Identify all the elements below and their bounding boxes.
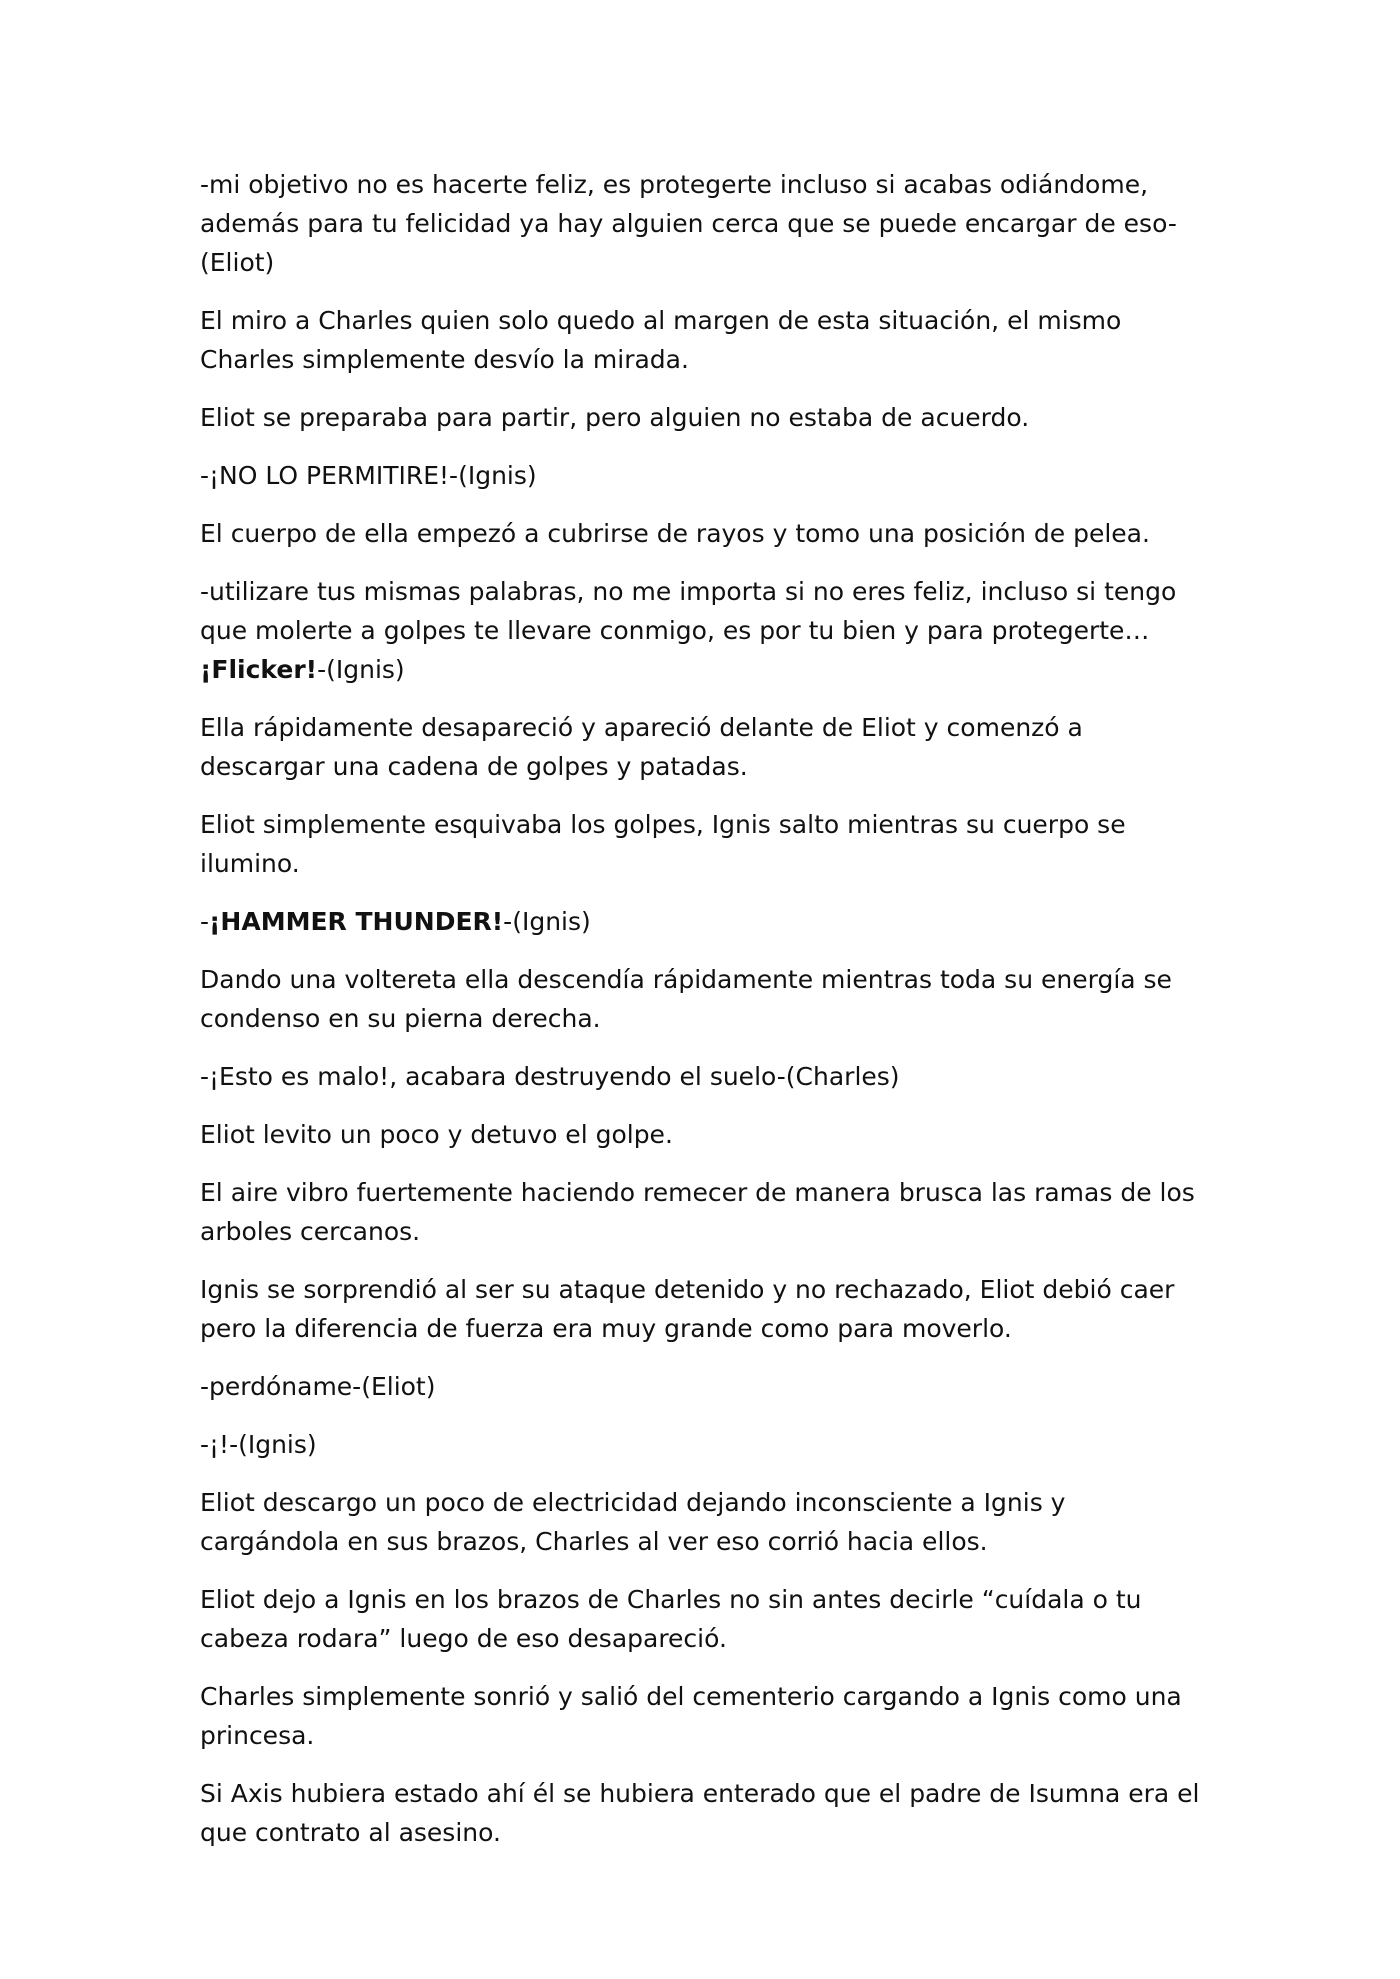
- paragraph: Ignis se sorprendió al ser su ataque detenido y no rechazado, Eliot debió caer pero la diferencia de fuerza era muy grande como para moverlo.: [200, 1275, 1175, 1343]
- paragraph-text: -utilizare tus mismas palabras, no me importa si no eres feliz, incluso si tengo que molerte a golpes te llevare conmigo, es por tu bien y para protegerte…: [200, 577, 1177, 645]
- paragraph: -¡NO LO PERMITIRE!-(Ignis): [200, 461, 537, 490]
- paragraph: Eliot descargo un poco de electricidad dejando inconsciente a Ignis y cargándola en sus brazos, Charles al ver eso corrió hacia ellos.: [200, 1488, 1066, 1556]
- paragraph: El miro a Charles quien solo quedo al margen de esta situación, el mismo Charles simplemente desvío la mirada.: [200, 306, 1122, 374]
- paragraph: -mi objetivo no es hacerte feliz, es protegerte incluso si acabas odiándome, además para tu felicidad ya hay alguien cerca que se puede encargar de eso-(Eliot): [200, 170, 1177, 277]
- paragraph: Si Axis hubiera estado ahí él se hubiera enterado que el padre de Isumna era el que contrato al asesino.: [200, 1779, 1200, 1847]
- paragraph: [200, 902, 1210, 941]
- paragraph: Ella rápidamente desapareció y apareció delante de Eliot y comenzó a descargar una cadena de golpes y patadas.: [200, 713, 1083, 781]
- paragraph: Dando una voltereta ella descendía rápidamente mientras toda su energía se condenso en su pierna derecha.: [200, 965, 1172, 1033]
- paragraph: Eliot se preparaba para partir, pero alguien no estaba de acuerdo.: [200, 403, 1030, 432]
- paragraph-text: -(Ignis): [503, 907, 591, 936]
- paragraph: Eliot dejo a Ignis en los brazos de Charles no sin antes decirle “cuídala o tu cabeza rodara” luego de eso desapareció.: [200, 1585, 1142, 1653]
- paragraph: -¡Esto es malo!, acabara destruyendo el suelo-(Charles): [200, 1062, 900, 1091]
- paragraph: Eliot levito un poco y detuvo el golpe.: [200, 1120, 673, 1149]
- paragraph: El cuerpo de ella empezó a cubrirse de rayos y tomo una posición de pelea.: [200, 519, 1150, 548]
- paragraph: -perdóname-(Eliot): [200, 1372, 436, 1401]
- paragraph: El aire vibro fuertemente haciendo remecer de manera brusca las ramas de los arboles cercanos.: [200, 1178, 1195, 1246]
- paragraph: -¡!-(Ignis): [200, 1430, 317, 1459]
- paragraph-text: -(Ignis): [317, 655, 405, 684]
- paragraph-bold-text: ¡Flicker!: [200, 655, 318, 684]
- paragraph-text: -: [200, 907, 210, 936]
- paragraph: [200, 572, 1210, 689]
- paragraph: Charles simplemente sonrió y salió del cementerio cargando a Ignis como una princesa.: [200, 1682, 1182, 1750]
- paragraph: Eliot simplemente esquivaba los golpes, Ignis salto mientras su cuerpo se ilumino.: [200, 810, 1126, 878]
- paragraph-bold-text: ¡HAMMER THUNDER!: [209, 907, 504, 936]
- document-body: [200, 165, 1210, 1871]
